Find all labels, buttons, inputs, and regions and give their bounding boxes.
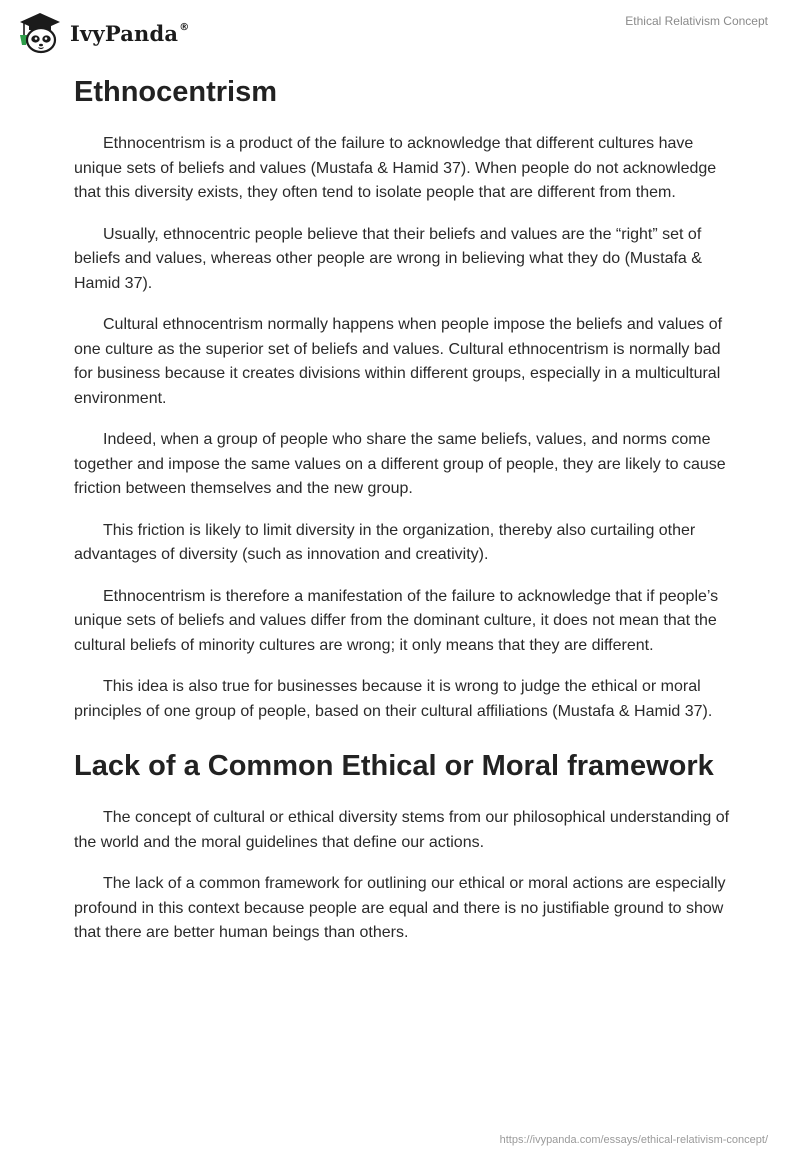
paragraph: Cultural ethnocentrism normally happens when people impose the beliefs and values of one culture as the superior set of beliefs and values. Cultural ethnocentrism is normally bad for business because it creates divisions within different groups, especially in a multicultural environment. [74, 316, 723, 407]
brand-logo[interactable] [14, 10, 189, 54]
document-title: Ethical Relativism Concept [625, 14, 768, 28]
article-body [74, 70, 734, 963]
brand-name: IvyPanda® [70, 20, 190, 46]
page-header [0, 0, 800, 60]
paragraph: The lack of a common framework for outlining our ethical or moral actions are especially profound in this context because people are equal and there is no justifiable ground to show that there are better human beings than others. [74, 875, 726, 941]
section-heading: Lack of a Common Ethical or Moral framework [74, 750, 714, 782]
registered-mark: ® [179, 21, 190, 33]
section-heading: Ethnocentrism [74, 76, 278, 108]
paragraph: The concept of cultural or ethical diversity stems from our philosophical understanding of the world and the moral guidelines that define our actions. [74, 809, 730, 851]
paragraph: Ethnocentrism is a product of the failure to acknowledge that different cultures have unique sets of beliefs and values (Mustafa & Hamid 37). When people do not acknowledge that this diversity exists, they often tend to isolate people that are different from them. [74, 135, 717, 201]
paragraph: This friction is likely to limit diversity in the organization, thereby also curtailing other advantages of diversity (such as innovation and creativity). [74, 521, 696, 563]
paragraph: Usually, ethnocentric people believe that their beliefs and values are the “right” set of beliefs and values, whereas other people are wrong in believing what they do (Mustafa & Hamid 37). [74, 225, 702, 292]
paragraph: Indeed, when a group of people who share the same beliefs, values, and norms come together and impose the same values on a different group of people, they are likely to cause friction between themselves and the new group. [74, 431, 726, 497]
paragraph: Ethnocentrism is therefore a manifestation of the failure to acknowledge that if people’s unique sets of beliefs and values differ from the dominant culture, it does not mean that the cultural beliefs of minority cultures are wrong; it only means that they are different. [74, 587, 719, 654]
paragraph: This idea is also true for businesses because it is wrong to judge the ethical or moral principles of one group of people, based on their cultural affiliations (Mustafa & Hamid 37). [74, 678, 713, 720]
source-url[interactable]: https://ivypanda.com/essays/ethical-relativism-concept/ [499, 1134, 768, 1146]
panda-graduation-cap-icon [14, 10, 66, 54]
